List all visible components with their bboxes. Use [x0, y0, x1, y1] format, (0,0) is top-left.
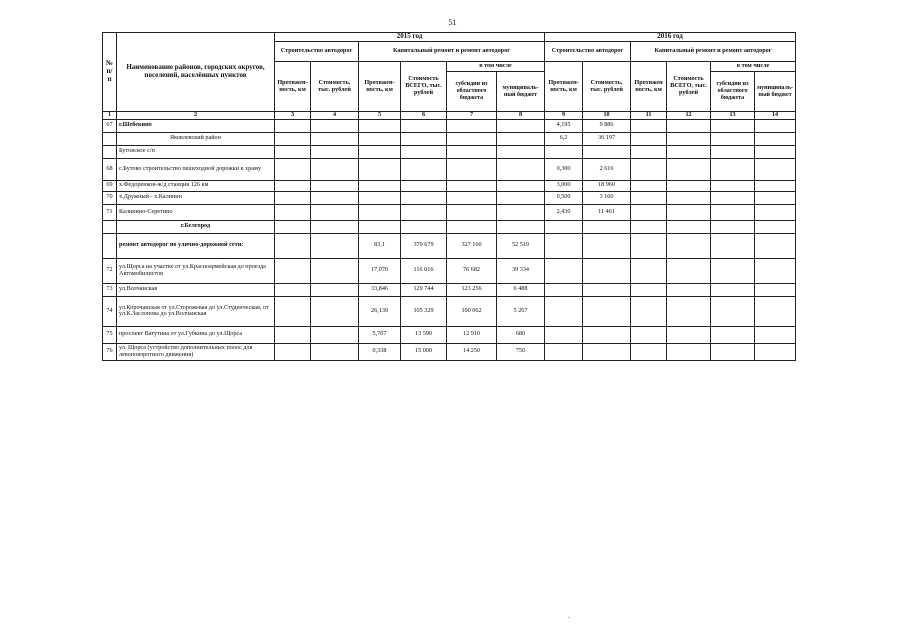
row-name: г.Шебекино — [117, 119, 275, 132]
cell-c7 — [447, 204, 497, 220]
cell-c13 — [711, 258, 755, 283]
cell-c13 — [711, 119, 755, 132]
cell-c5 — [359, 191, 401, 204]
cell-c3 — [275, 119, 311, 132]
header-year-2016: 2016 год — [545, 33, 796, 42]
table-row — [103, 283, 796, 296]
row-number: 71 — [103, 204, 117, 220]
cell-c8 — [497, 119, 545, 132]
header-cost-2015: Стоимость, тыс. рублей — [311, 62, 359, 112]
cell-c13 — [711, 296, 755, 326]
cell-c6 — [401, 204, 447, 220]
cell-c8 — [497, 191, 545, 204]
colnum: 6 — [401, 112, 447, 120]
header-subsidy-2016: субсидии из областного бюджета — [711, 72, 755, 112]
cell-c10: 18 960 — [583, 180, 631, 191]
cell-c4 — [311, 158, 359, 180]
row-number — [103, 220, 117, 233]
row-number: 68 — [103, 158, 117, 180]
colnum: 3 — [275, 112, 311, 120]
cell-c10 — [583, 326, 631, 343]
cell-c14 — [755, 191, 796, 204]
colnum: 2 — [117, 112, 275, 120]
cell-c11 — [631, 180, 667, 191]
cell-c12 — [667, 220, 711, 233]
cell-c12 — [667, 283, 711, 296]
scan-mark: . — [568, 612, 570, 620]
cell-c9 — [545, 326, 583, 343]
cell-c8: 680 — [497, 326, 545, 343]
cell-c9: 3,000 — [545, 180, 583, 191]
cell-c7 — [447, 191, 497, 204]
row-name: ул. Щорса (устройство дополнительных полос для левоповоротного движения) — [117, 343, 275, 360]
road-works-table — [102, 32, 796, 361]
cell-c5 — [359, 132, 401, 145]
cell-c10 — [583, 220, 631, 233]
colnum: 10 — [583, 112, 631, 120]
cell-c6: 116 016 — [401, 258, 447, 283]
cell-c4 — [311, 180, 359, 191]
cell-c11 — [631, 204, 667, 220]
row-number: 73 — [103, 283, 117, 296]
cell-c6: 129 744 — [401, 283, 447, 296]
cell-c5 — [359, 220, 401, 233]
row-number — [103, 145, 117, 158]
cell-c12 — [667, 191, 711, 204]
table-row — [103, 233, 796, 258]
cell-c6 — [401, 191, 447, 204]
cell-c9: 0,300 — [545, 158, 583, 180]
cell-c7 — [447, 158, 497, 180]
cell-c8 — [497, 158, 545, 180]
cell-c9 — [545, 145, 583, 158]
row-number: 72 — [103, 258, 117, 283]
cell-c13 — [711, 283, 755, 296]
row-number — [103, 132, 117, 145]
header-including-2015: в том числе — [447, 62, 545, 72]
cell-c4 — [311, 283, 359, 296]
table-row — [103, 343, 796, 360]
cell-c5: 5,707 — [359, 326, 401, 343]
cell-c11 — [631, 283, 667, 296]
cell-c14 — [755, 204, 796, 220]
colnum: 5 — [359, 112, 401, 120]
cell-c4 — [311, 326, 359, 343]
cell-c4 — [311, 233, 359, 258]
cell-c5 — [359, 145, 401, 158]
cell-c9 — [545, 283, 583, 296]
table-row — [103, 180, 796, 191]
cell-c10: 2 616 — [583, 158, 631, 180]
cell-c5 — [359, 204, 401, 220]
cell-c13 — [711, 220, 755, 233]
cell-c7: 14 250 — [447, 343, 497, 360]
table-row — [103, 119, 796, 132]
cell-c14 — [755, 343, 796, 360]
cell-c5: 33,846 — [359, 283, 401, 296]
cell-c4 — [311, 296, 359, 326]
header-year-2015: 2015 год — [275, 33, 545, 42]
cell-c5 — [359, 180, 401, 191]
header-length-2016: Протяжен-ность, км — [545, 62, 583, 112]
row-name: х.Федоренков-ж/д станция 126 км — [117, 180, 275, 191]
cell-c10: 3 160 — [583, 191, 631, 204]
header-construction-2016: Строительство автодорог — [545, 42, 631, 62]
cell-c13 — [711, 191, 755, 204]
cell-c7: 12 910 — [447, 326, 497, 343]
cell-c3 — [275, 180, 311, 191]
cell-c7 — [447, 145, 497, 158]
cell-c12 — [667, 258, 711, 283]
cell-c9 — [545, 233, 583, 258]
header-length-2015: Протяжен-ность, км — [275, 62, 311, 112]
cell-c9: 2,430 — [545, 204, 583, 220]
cell-c3 — [275, 191, 311, 204]
cell-c10 — [583, 296, 631, 326]
cell-c7: 76 682 — [447, 258, 497, 283]
cell-c6 — [401, 158, 447, 180]
cell-c14 — [755, 132, 796, 145]
cell-c14 — [755, 145, 796, 158]
cell-c10 — [583, 145, 631, 158]
cell-c4 — [311, 132, 359, 145]
header-repair-2016: Капитальный ремонт и ремонт автодорог — [631, 42, 796, 62]
cell-c5 — [359, 158, 401, 180]
cell-c7 — [447, 132, 497, 145]
header-num: № п/п — [103, 33, 117, 112]
cell-c4 — [311, 343, 359, 360]
cell-c7 — [447, 180, 497, 191]
cell-c9: 6,2 — [545, 132, 583, 145]
cell-c8 — [497, 220, 545, 233]
header-municipal-2016: муниципаль-ный бюджет — [755, 72, 796, 112]
row-name: ремонт автодорог по улично-дорожной сети: — [117, 233, 275, 258]
cell-c3 — [275, 204, 311, 220]
colnum: 12 — [667, 112, 711, 120]
cell-c12 — [667, 326, 711, 343]
cell-c11 — [631, 233, 667, 258]
cell-c11 — [631, 326, 667, 343]
cell-c3 — [275, 258, 311, 283]
table-row — [103, 132, 796, 145]
row-number: 76 — [103, 343, 117, 360]
cell-c13 — [711, 233, 755, 258]
cell-c3 — [275, 145, 311, 158]
cell-c14 — [755, 233, 796, 258]
table-row — [103, 220, 796, 233]
cell-c9 — [545, 220, 583, 233]
row-name: с.Бутово строительство пешеходной дорожки к храму — [117, 158, 275, 180]
colnum: 11 — [631, 112, 667, 120]
header-municipal-2015: муниципаль-ный бюджет — [497, 72, 545, 112]
row-name: ул.Волчанская — [117, 283, 275, 296]
cell-c5: 0,338 — [359, 343, 401, 360]
cell-c10 — [583, 283, 631, 296]
row-number: 75 — [103, 326, 117, 343]
colnum: 13 — [711, 112, 755, 120]
row-number: 74 — [103, 296, 117, 326]
cell-c13 — [711, 343, 755, 360]
table-row — [103, 296, 796, 326]
colnum: 8 — [497, 112, 545, 120]
cell-c3 — [275, 326, 311, 343]
table-row — [103, 258, 796, 283]
cell-c8 — [497, 145, 545, 158]
cell-c10: 36 197 — [583, 132, 631, 145]
cell-c4 — [311, 220, 359, 233]
header-cost-2016: Стоимость, тыс. рублей — [583, 62, 631, 112]
cell-c9 — [545, 258, 583, 283]
header-repair-length-2016: Протяжен ность, км — [631, 62, 667, 112]
colnum: 7 — [447, 112, 497, 120]
cell-c9 — [545, 296, 583, 326]
row-name: ул.Щорса на участке от ул.Красноармейская до проезда Автомобилистов — [117, 258, 275, 283]
cell-c6 — [401, 132, 447, 145]
cell-c14 — [755, 296, 796, 326]
cell-c7: 100 062 — [447, 296, 497, 326]
cell-c3 — [275, 343, 311, 360]
cell-c3 — [275, 233, 311, 258]
cell-c10: 9 886 — [583, 119, 631, 132]
cell-c14 — [755, 326, 796, 343]
page-number: 51 — [448, 18, 457, 27]
cell-c6: 379 679 — [401, 233, 447, 258]
cell-c8 — [497, 204, 545, 220]
cell-c11 — [631, 158, 667, 180]
row-name: Калинино-Серетино — [117, 204, 275, 220]
cell-c13 — [711, 326, 755, 343]
row-number: 69 — [103, 180, 117, 191]
cell-c3 — [275, 283, 311, 296]
cell-c6: 15 000 — [401, 343, 447, 360]
cell-c14 — [755, 119, 796, 132]
cell-c4 — [311, 258, 359, 283]
cell-c11 — [631, 132, 667, 145]
cell-c7 — [447, 220, 497, 233]
colnum: 4 — [311, 112, 359, 120]
cell-c8: 39 334 — [497, 258, 545, 283]
cell-c8: 6 488 — [497, 283, 545, 296]
cell-c10 — [583, 343, 631, 360]
row-name: ул.Корочанская от ул.Сторожевая до ул.Студенческая, от ул.К.Заслонова до ул.Волчанская — [117, 296, 275, 326]
cell-c6 — [401, 119, 447, 132]
cell-c3 — [275, 296, 311, 326]
cell-c3 — [275, 158, 311, 180]
cell-c6 — [401, 220, 447, 233]
cell-c7: 327 160 — [447, 233, 497, 258]
cell-c11 — [631, 343, 667, 360]
cell-c10: 11 461 — [583, 204, 631, 220]
cell-c5: 83,1 — [359, 233, 401, 258]
cell-c8 — [497, 132, 545, 145]
row-number — [103, 233, 117, 258]
cell-c11 — [631, 145, 667, 158]
row-name: г.Белгород — [117, 220, 275, 233]
row-name: Бутовское с/п — [117, 145, 275, 158]
table-row — [103, 145, 796, 158]
cell-c10 — [583, 258, 631, 283]
cell-c11 — [631, 119, 667, 132]
row-number: 67 — [103, 119, 117, 132]
cell-c14 — [755, 258, 796, 283]
cell-c5: 26,139 — [359, 296, 401, 326]
cell-c8: 750 — [497, 343, 545, 360]
header-repair-total-2015: Стоимость ВСЕГО, тыс. рублей — [401, 62, 447, 112]
cell-c13 — [711, 158, 755, 180]
cell-c14 — [755, 180, 796, 191]
row-name: х.Дружный - х.Калинин — [117, 191, 275, 204]
cell-c9 — [545, 343, 583, 360]
cell-c6 — [401, 180, 447, 191]
row-name: Яковлевский район — [117, 132, 275, 145]
cell-c6: 105 329 — [401, 296, 447, 326]
cell-c4 — [311, 191, 359, 204]
table-body — [103, 119, 796, 360]
header-including-2016: в том числе — [711, 62, 796, 72]
cell-c12 — [667, 204, 711, 220]
row-number: 70 — [103, 191, 117, 204]
header-repair-length-2015: Протяжен-ность, км — [359, 62, 401, 112]
cell-c12 — [667, 180, 711, 191]
cell-c13 — [711, 204, 755, 220]
cell-c12 — [667, 296, 711, 326]
cell-c9: 0,500 — [545, 191, 583, 204]
header-repair-2015: Капитальный ремонт и ремонт автодорог — [359, 42, 545, 62]
cell-c12 — [667, 158, 711, 180]
header-repair-total-2016: Стоимость ВСЕГО, тыс. рублей — [667, 62, 711, 112]
cell-c14 — [755, 283, 796, 296]
cell-c12 — [667, 119, 711, 132]
cell-c11 — [631, 296, 667, 326]
cell-c8: 5 267 — [497, 296, 545, 326]
cell-c12 — [667, 343, 711, 360]
table-row — [103, 158, 796, 180]
header-name: Наименование районов, городских округов, поселений, населённых пунктов — [117, 33, 275, 112]
cell-c4 — [311, 119, 359, 132]
cell-c14 — [755, 158, 796, 180]
row-name: проспект Ватутина от ул.Губкина до ул.Щорса — [117, 326, 275, 343]
cell-c3 — [275, 220, 311, 233]
cell-c6 — [401, 145, 447, 158]
cell-c11 — [631, 220, 667, 233]
cell-c8 — [497, 180, 545, 191]
cell-c10 — [583, 233, 631, 258]
cell-c8: 52 519 — [497, 233, 545, 258]
cell-c12 — [667, 132, 711, 145]
cell-c5: 17,070 — [359, 258, 401, 283]
cell-c3 — [275, 132, 311, 145]
cell-c9: 4,195 — [545, 119, 583, 132]
cell-c4 — [311, 204, 359, 220]
cell-c5 — [359, 119, 401, 132]
cell-c14 — [755, 220, 796, 233]
cell-c11 — [631, 191, 667, 204]
header-construction-2015: Строительство автодорог — [275, 42, 359, 62]
table-row — [103, 326, 796, 343]
cell-c12 — [667, 145, 711, 158]
table-row — [103, 191, 796, 204]
cell-c13 — [711, 132, 755, 145]
cell-c11 — [631, 258, 667, 283]
cell-c12 — [667, 233, 711, 258]
colnum: 14 — [755, 112, 796, 120]
cell-c13 — [711, 180, 755, 191]
cell-c6: 13 590 — [401, 326, 447, 343]
table-row — [103, 204, 796, 220]
cell-c4 — [311, 145, 359, 158]
header-subsidy-2015: субсидии из областного бюджета — [447, 72, 497, 112]
colnum: 9 — [545, 112, 583, 120]
cell-c7 — [447, 119, 497, 132]
colnum: 1 — [103, 112, 117, 120]
cell-c13 — [711, 145, 755, 158]
cell-c7: 123 256 — [447, 283, 497, 296]
